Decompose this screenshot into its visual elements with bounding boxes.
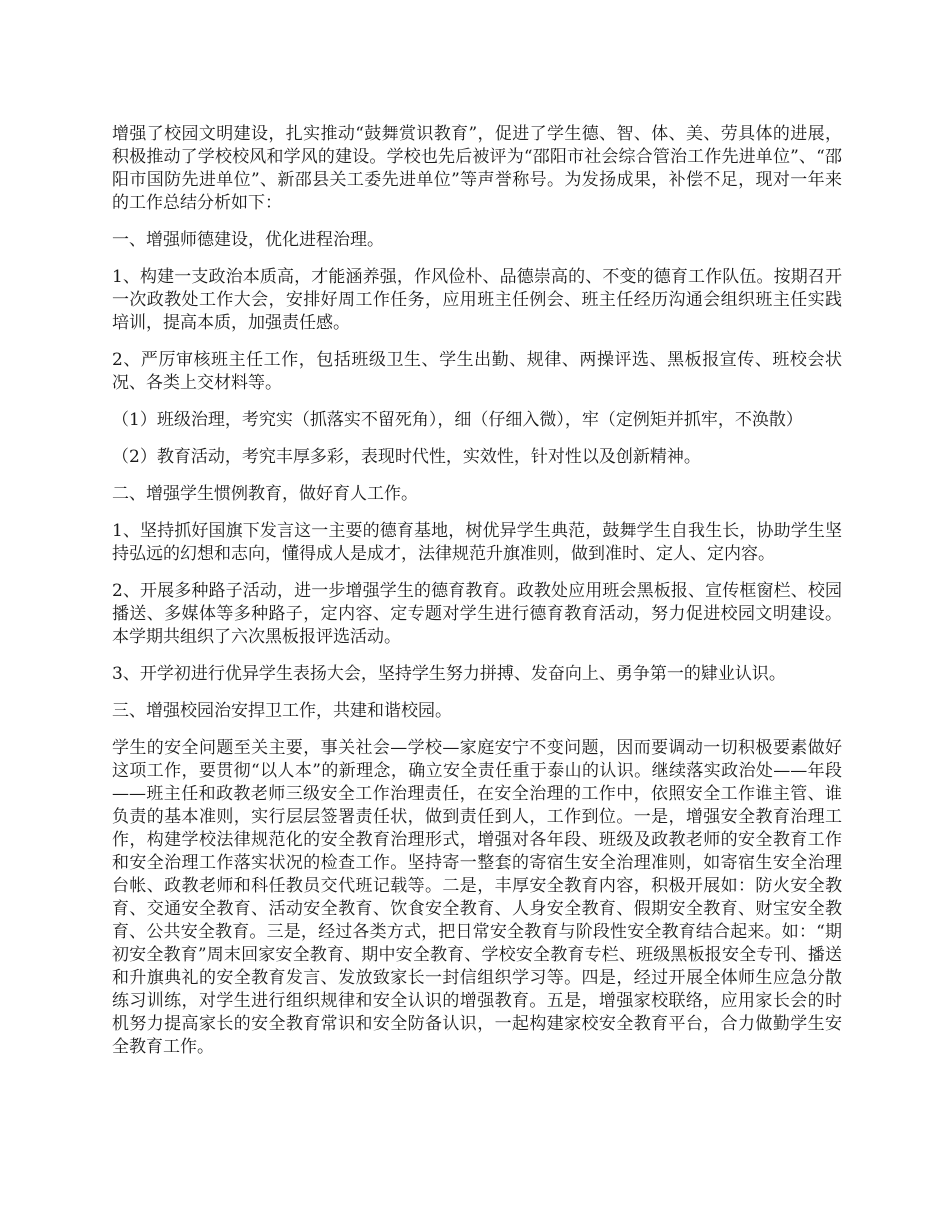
paragraph-1-2: 2、严厉审核班主任工作，包括班级卫生、学生出勤、规律、两操评选、黑板报宣传、班校会状况、各类上交材料等。: [112, 350, 842, 393]
section-heading-3: 三、增强校园治安捍卫工作，共建和谐校园。: [112, 701, 452, 721]
paragraph-1-1: 1、构建一支政治本质高，才能涵养强，作风俭朴、品德崇高的、不变的德育工作队伍。按期召开一次政教处工作大会，安排好周工作任务，应用班主任例会、班主任经历沟通会组织班主任实践培训，提高本质，加强责任感。: [112, 267, 842, 333]
paragraph-1-2-a: （1）班级治理，考究实（抓落实不留死角），细（仔细入微），牢（定例矩并抓牢，不涣散）: [112, 410, 803, 430]
paragraph-2-2: 2、开展多种路子活动，进一步增强学生的德育教育。政教处应用班会黑板报、宣传框窗栏、校园播送、多媒体等多种路子，定内容、定专题对学生进行德育教育活动，努力促进校园文明建设。本学期共组织了六次黑板报评选活动。: [112, 581, 842, 647]
document-body: [112, 123, 842, 1073]
paragraph-2-1: 1、坚持抓好国旗下发言这一主要的德育基地，树优异学生典范，鼓舞学生自我生长，协助学生坚持弘远的幻想和志向，懂得成人是成才，法律规范升旗准则，做到准时、定人、定内容。: [112, 521, 842, 564]
paragraph-1-2-b: （2）教育活动，考究丰厚多彩，表现时代性，实效性，针对性以及创新精神。: [112, 447, 701, 467]
intro-paragraph: 增强了校园文明建设，扎实推动“鼓舞赏识教育”，促进了学生德、智、体、美、劳具体的进展，积极推动了学校校风和学风的建设。学校也先后被评为“邵阳市社会综合管治工作先进单位”、“邵阳市国防先进单位”、新邵县关工委先进单位”等声誉称号。为发扬成果，补偿不足，现对一年来的工作总结分析如下：: [112, 124, 842, 213]
section-heading-2: 二、增强学生惯例教育，做好育人工作。: [112, 484, 418, 504]
section-heading-1: 一、增强师德建设，优化进程治理。: [112, 230, 384, 250]
paragraph-2-3: 3、开学初进行优异学生表扬大会，坚持学生努力拼搏、发奋向上、勇争第一的肄业认识。: [112, 664, 786, 684]
paragraph-3-body: 学生的安全问题至关主要，事关社会—学校—家庭安宁不变问题，因而要调动一切积极要素做好这项工作，要贯彻“以人本”的新理念，确立安全责任重于泰山的认识。继续落实政治处——年段——班主任和政教老师三级安全工作治理责任，在安全治理的工作中，依照安全工作谁主管、谁负责的基本准则，实行层层签署责任状，做到责任到人，工作到位。一是，增强安全教育治理工作，构建学校法律规范化的安全教育治理形式，增强对各年段、班级及政教老师的安全教育工作和安全治理工作落实状况的检查工作。坚持寄一整套的寄宿生安全治理准则，如寄宿生安全治理台帐、政教老师和科任教员交代班记载等。二是，丰厚安全教育内容，积极开展如：防火安全教育、交通安全教育、活动安全教育、饮食安全教育、人身安全教育、假期安全教育、财宝安全教育、公共安全教育。三是，经过各类方式，把日常安全教育与阶段性安全教育结合起来。如：“期初安全教育”周末回家安全教育、期中安全教育、学校安全教育专栏、班级黑板报安全专刊、播送和升旗典礼的安全教育发言、发放致家长一封信组织学习等。四是，经过开展全体师生应急分散练习训练，对学生进行组织规律和安全认识的增强教育。五是，增强家校联络，应用家长会的时机努力提高家长的安全教育常识和安全防备认识，一起构建家校安全教育平台，合力做勤学生安全教育工作。: [112, 738, 842, 1057]
